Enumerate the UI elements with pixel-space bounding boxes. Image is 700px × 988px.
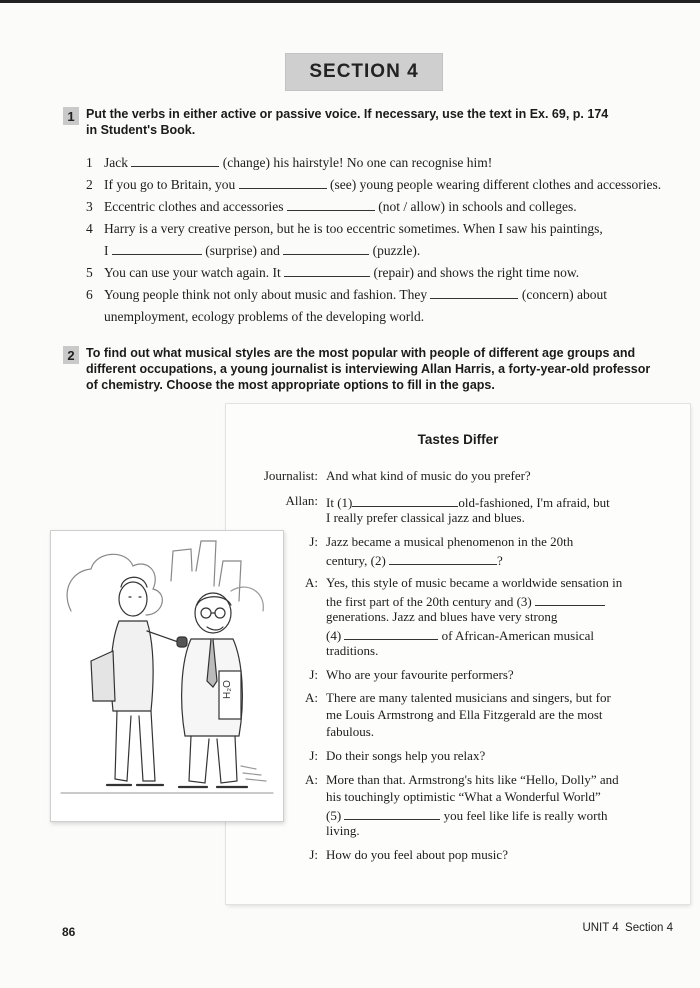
answer-blank[interactable] bbox=[344, 626, 438, 640]
footer-unit: UNIT 4 Section 4 bbox=[582, 922, 673, 934]
exercise-item: 1 Jack (change) his hairstyle! No one can recognise him! bbox=[86, 155, 493, 170]
exercise-2-instruction: To find out what musical styles are the most popular with people of different age groups and different occupations, a young journalist is interviewing Allan Harris, a forty-year-old professor of chemistry. Choose the most appropriate options to fill in the gaps. bbox=[86, 346, 651, 392]
exercise-1-items bbox=[86, 152, 686, 328]
interview-illustration bbox=[50, 530, 284, 822]
exercise-item: 5 You can use your watch again. It (repair) and shows the right time now. bbox=[86, 265, 580, 280]
exercise-item: 4 Harry is a very creative person, but he is too eccentric sometimes. When I saw his paintings, bbox=[86, 221, 603, 236]
exercise-item: 2 If you go to Britain, you (see) young people wearing different clothes and accessories. bbox=[86, 177, 662, 192]
answer-blank[interactable] bbox=[287, 197, 375, 211]
dialog-box: Tastes Differ Journalist: And what kind of music do you prefer? Allan: It (1) old-fashioned, I'm afraid, but I really prefer classical jazz and blues. J: Jazz became a musical phenomenon in the 20th century, (2) ? A: Yes, this style of music became a worldwide sensation in the first part of the 20th century and (3) generations. Jazz and blues have very strong (4) of African-American musical traditions. J: Who are your favourite performers? A: There are many talented musicians and singers, but for me Louis Armstrong and Ella Fitzgerald are the most fabulous. J: Do their songs help you relax? A: More than that. Armstrong's hits like “Hello, Dolly” and his touchingly optimistic “What a Wonderful World” (5) you feel like life is really worth living. J: How do you feel about pop music? bbox=[226, 404, 690, 904]
answer-blank[interactable] bbox=[389, 551, 497, 565]
dialog-title: Tastes Differ bbox=[417, 432, 499, 447]
exercise-item: 6 Young people think not only about music and fashion. They (concern) about bbox=[86, 287, 607, 302]
exercise-1-number: 1 bbox=[63, 107, 79, 125]
answer-blank[interactable] bbox=[535, 592, 605, 606]
h2o-label: H₂O bbox=[222, 680, 233, 699]
top-border bbox=[0, 0, 700, 3]
exercise-item: 3 Eccentric clothes and accessories (not / allow) in schools and colleges. bbox=[86, 199, 577, 214]
answer-blank[interactable] bbox=[430, 285, 518, 299]
answer-blank[interactable] bbox=[112, 241, 202, 255]
answer-blank[interactable] bbox=[131, 153, 219, 167]
answer-blank[interactable] bbox=[344, 806, 440, 820]
exercise-item-continued: unemployment, ecology problems of the developing world. bbox=[104, 309, 425, 324]
answer-blank[interactable] bbox=[239, 175, 327, 189]
answer-blank[interactable] bbox=[284, 263, 370, 277]
interview-cartoon-image bbox=[51, 531, 283, 821]
section-title: SECTION 4 bbox=[286, 54, 442, 90]
answer-blank[interactable] bbox=[352, 493, 458, 507]
exercise-2-number: 2 bbox=[63, 346, 79, 364]
page-number: 86 bbox=[62, 925, 76, 939]
exercise-1-instruction: Put the verbs in either active or passive voice. If necessary, use the text in Ex. 69, p. 174 in Student's Book. bbox=[86, 107, 609, 137]
exercise-item-continued: I (surprise) and (puzzle). bbox=[104, 243, 421, 258]
answer-blank[interactable] bbox=[283, 241, 369, 255]
